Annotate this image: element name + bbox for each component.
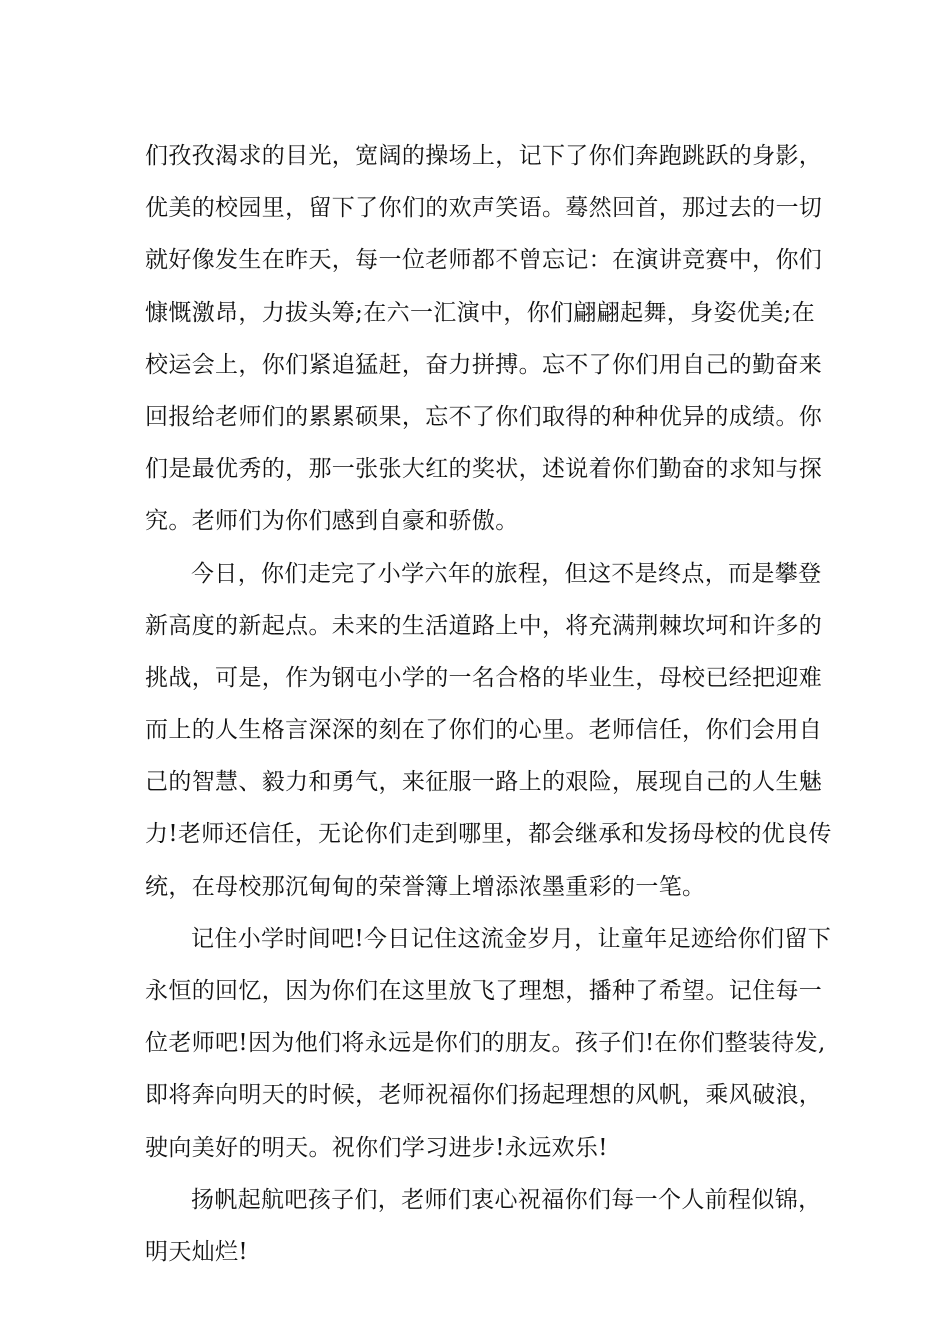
- text-line: 明天灿烂!: [145, 1238, 248, 1265]
- text-line: 而上的人生格言深深的刻在了你们的心里。老师信任，你们会用自: [145, 717, 823, 744]
- text-line: 位老师吧!因为他们将永远是你们的朋友。孩子们!在你们整装待发,: [145, 1030, 826, 1057]
- text-line: 己的智慧、毅力和勇气，来征服一路上的艰险，展现自己的人生魅: [145, 769, 823, 796]
- text-line: 优美的校园里，留下了你们的欢声笑语。蓦然回首，那过去的一切: [145, 195, 823, 222]
- text-line: 就好像发生在昨天，每一位老师都不曾忘记：在演讲竞赛中，你们: [145, 247, 823, 274]
- text-line: 即将奔向明天的时候，老师祝福你们扬起理想的风帆，乘风破浪，: [145, 1082, 823, 1109]
- text-line: 力!老师还信任，无论你们走到哪里，都会继承和发扬母校的优良传: [145, 821, 832, 848]
- text-line: 慷慨激昂，力拔头筹;在六一汇演中，你们翩翩起舞，身姿优美;在: [145, 299, 815, 326]
- paragraph-first-line: 扬帆起航吧孩子们，老师们衷心祝福你们每一个人前程似锦，: [191, 1186, 822, 1213]
- text-line: 校运会上，你们紧追猛赶，奋力拼搏。忘不了你们用自己的勤奋来: [145, 351, 823, 378]
- text-line: 驶向美好的明天。祝你们学习进步!永远欢乐!: [145, 1134, 608, 1161]
- text-line: 挑战，可是，作为钢屯小学的一名合格的毕业生，母校已经把迎难: [145, 664, 823, 691]
- text-line: 统，在母校那沉甸甸的荣誉簿上增添浓墨重彩的一笔。: [145, 873, 706, 900]
- text-line: 新高度的新起点。未来的生活道路上中，将充满荆棘坎坷和许多的: [145, 612, 823, 639]
- text-line: 究。老师们为你们感到自豪和骄傲。: [145, 508, 519, 535]
- text-line: 回报给老师们的累累硕果，忘不了你们取得的种种优异的成绩。你: [145, 403, 823, 430]
- text-line: 们孜孜渴求的目光，宽阔的操场上，记下了你们奔跑跳跃的身影，: [145, 143, 823, 169]
- paragraph-first-line: 记住小学时间吧!今日记住这流金岁月，让童年足迹给你们留下: [191, 925, 832, 952]
- paragraph-first-line: 今日，你们走完了小学六年的旅程，但这不是终点，而是攀登: [191, 560, 822, 587]
- text-line: 们是最优秀的，那一张张大红的奖状，述说着你们勤奋的求知与探: [145, 456, 823, 483]
- text-line: 永恒的回忆，因为你们在这里放飞了理想，播种了希望。记住每一: [145, 978, 823, 1004]
- document-body: [145, 130, 832, 1278]
